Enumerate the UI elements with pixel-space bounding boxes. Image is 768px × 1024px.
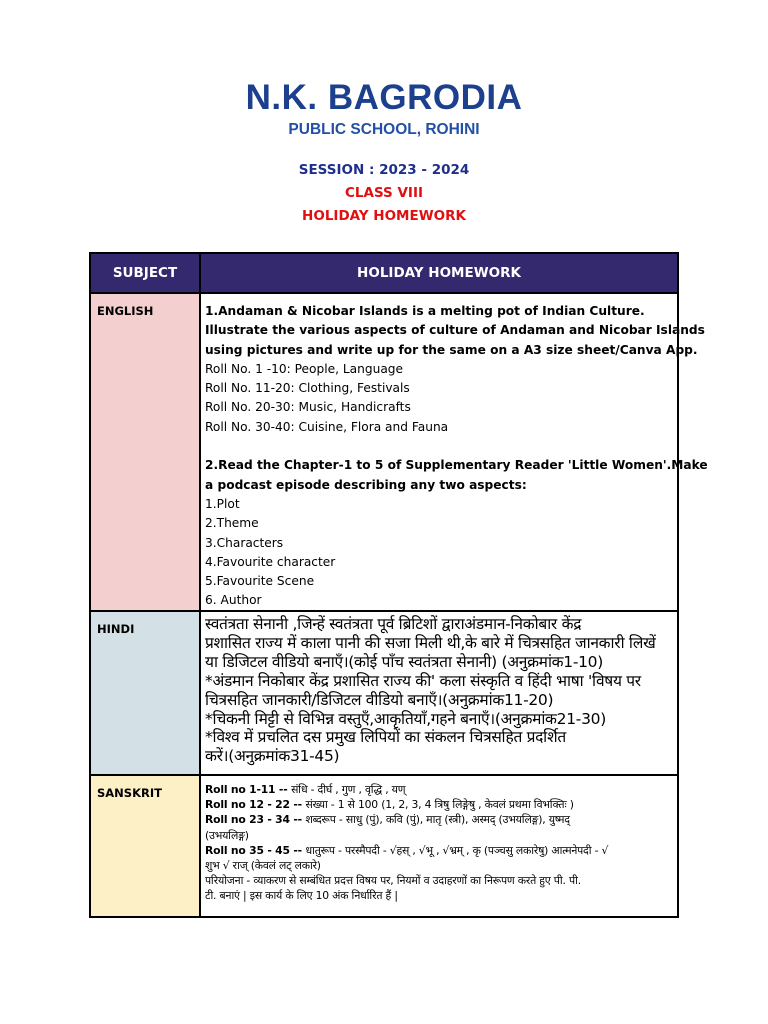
hindi-line: स्वतंत्रता सेनानी ,जिन्हें स्वतंत्रता पूर्व ब्रिटिशों द्वाराअंडमान-निकोबार केंद्र xyxy=(205,615,582,633)
english-line: Roll No. 1 -10: People, Language xyxy=(205,361,404,376)
english-line: 5.Favourite Scene xyxy=(205,574,315,589)
row-divider xyxy=(91,610,677,612)
english-line: Illustrate the various aspects of culture of Andaman and Nicobar Islands xyxy=(205,323,705,338)
header-subject: SUBJECT xyxy=(91,254,199,292)
row-divider xyxy=(91,292,677,294)
english-line: 2.Read the Chapter-1 to 5 of Supplementary Reader 'Little Women'.Make xyxy=(205,458,708,473)
sanskrit-line xyxy=(205,782,671,797)
english-line: Roll No. 11-20: Clothing, Festivals xyxy=(205,381,410,396)
sanskrit-line-text: संख्या - 1 से 100 (1, 2, 3, 4 त्रिषु लिङ्गेषु , केवलं प्रथमा विभक्तिः ) xyxy=(305,798,574,812)
column-divider xyxy=(199,254,201,916)
sanskrit-homework-cell xyxy=(201,776,677,916)
school-logo-subtitle: PUBLIC SCHOOL, ROHINI xyxy=(288,121,480,138)
english-line: 3.Characters xyxy=(205,535,284,550)
header-homework: HOLIDAY HOMEWORK xyxy=(201,254,677,292)
school-logo-title: N.K. BAGRODIA xyxy=(245,78,523,117)
sanskrit-roll-label: Roll no 23 - 34 -- xyxy=(205,813,306,827)
sanskrit-line-text: शुभ √ राज् (केवलं लट् लकारे) xyxy=(205,859,321,873)
english-line: Roll No. 30-40: Cuisine, Flora and Fauna xyxy=(205,419,449,434)
sanskrit-line xyxy=(205,843,671,858)
sanskrit-line xyxy=(205,858,671,873)
row-divider xyxy=(91,774,677,776)
sanskrit-line-text: परियोजना - व्याकरण से सम्बंधित प्रदत्त विषय पर, नियमों व उदाहरणों का निरूपण करते हुए पी. पी. xyxy=(205,874,581,888)
english-line: Roll No. 20-30: Music, Handicrafts xyxy=(205,400,411,415)
english-blank-line xyxy=(205,437,671,456)
english-subject-cell: ENGLISH xyxy=(91,294,199,610)
sanskrit-line-text: शब्दरूप - साधु (पुं), कवि (पुं), मातृ (स्त्री), अस्मद् (उभयलिङ्ग), युष्मद् xyxy=(305,813,570,827)
sanskrit-roll-label: Roll no 35 - 45 -- xyxy=(205,843,306,857)
sanskrit-roll-label: Roll no 1-11 -- xyxy=(205,783,292,796)
hindi-line: चित्रसहित जानकारी/डिजिटल वीडियो बनाएँ।(अनुक्रमांक11-20) xyxy=(205,690,554,709)
class-heading: CLASS VIII xyxy=(344,185,423,201)
sanskrit-line-text: धातुरूप - परस्मैपदी - √हस् , √भू , √भ्रम् , कृ (पञ्चसु लकारेषु) आत्मनेपदी - √ xyxy=(305,843,609,857)
hindi-line: *चिकनी मिट्टी से विभिन्न वस्तुएँ,आकृतियाँ,गहने बनाएँ।(अनुक्रमांक21-30) xyxy=(205,709,606,728)
sanskrit-subject-cell: SANSKRIT xyxy=(91,776,199,916)
english-line: 4.Favourite character xyxy=(205,554,336,569)
english-line: a podcast episode describing any two aspects: xyxy=(205,477,527,492)
sanskrit-line xyxy=(205,812,671,827)
sanskrit-line xyxy=(205,797,671,812)
english-line: 1.Andaman & Nicobar Islands is a melting pot of Indian Culture. xyxy=(205,304,645,318)
english-line: 2.Theme xyxy=(205,516,259,531)
english-line: 6. Author xyxy=(205,593,262,608)
session-heading: SESSION : 2023 - 2024 xyxy=(298,162,470,178)
sanskrit-line xyxy=(205,873,671,888)
hindi-line: करें।(अनुक्रमांक31-45) xyxy=(205,747,340,766)
hindi-line: प्रशासित राज्य में काला पानी की सजा मिली थी,के बारे में चित्रसहित जानकारी लिखें xyxy=(205,633,656,652)
sanskrit-line xyxy=(205,888,671,903)
english-homework-cell xyxy=(201,294,708,610)
sanskrit-line-text: टी. बनाएं | इस कार्य के लिए 10 अंक निर्धारित हैं | xyxy=(205,889,398,903)
hindi-homework-cell xyxy=(201,612,677,774)
hindi-subject-cell: HINDI xyxy=(91,612,199,774)
sanskrit-line-text: संधि - दीर्घ , गुण , वृद्धि , यण् xyxy=(291,783,406,796)
hindi-line: *विश्व में प्रचलित दस प्रमुख लिपियों का संकलन चित्रसहित प्रदर्शित xyxy=(205,728,566,747)
sanskrit-line xyxy=(205,828,671,843)
sanskrit-roll-label: Roll no 12 - 22 -- xyxy=(205,798,306,812)
hindi-line: *अंडमान निकोबार केंद्र प्रशासित राज्य की' कला संस्कृति व हिंदी भाषा 'विषय पर xyxy=(205,671,641,690)
english-line: using pictures and write up for the same on a A3 size sheet/Canva App. xyxy=(205,342,698,357)
hindi-line: या डिजिटल वीडियो बनाएँ।(कोई पाँच स्वतंत्रता सेनानी) (अनुक्रमांक1-10) xyxy=(205,652,603,671)
homework-table xyxy=(89,252,708,918)
sanskrit-line-text: (उभयलिङ्ग) xyxy=(205,828,249,842)
holiday-homework-heading: HOLIDAY HOMEWORK xyxy=(302,208,466,224)
english-line: 1.Plot xyxy=(205,496,240,511)
